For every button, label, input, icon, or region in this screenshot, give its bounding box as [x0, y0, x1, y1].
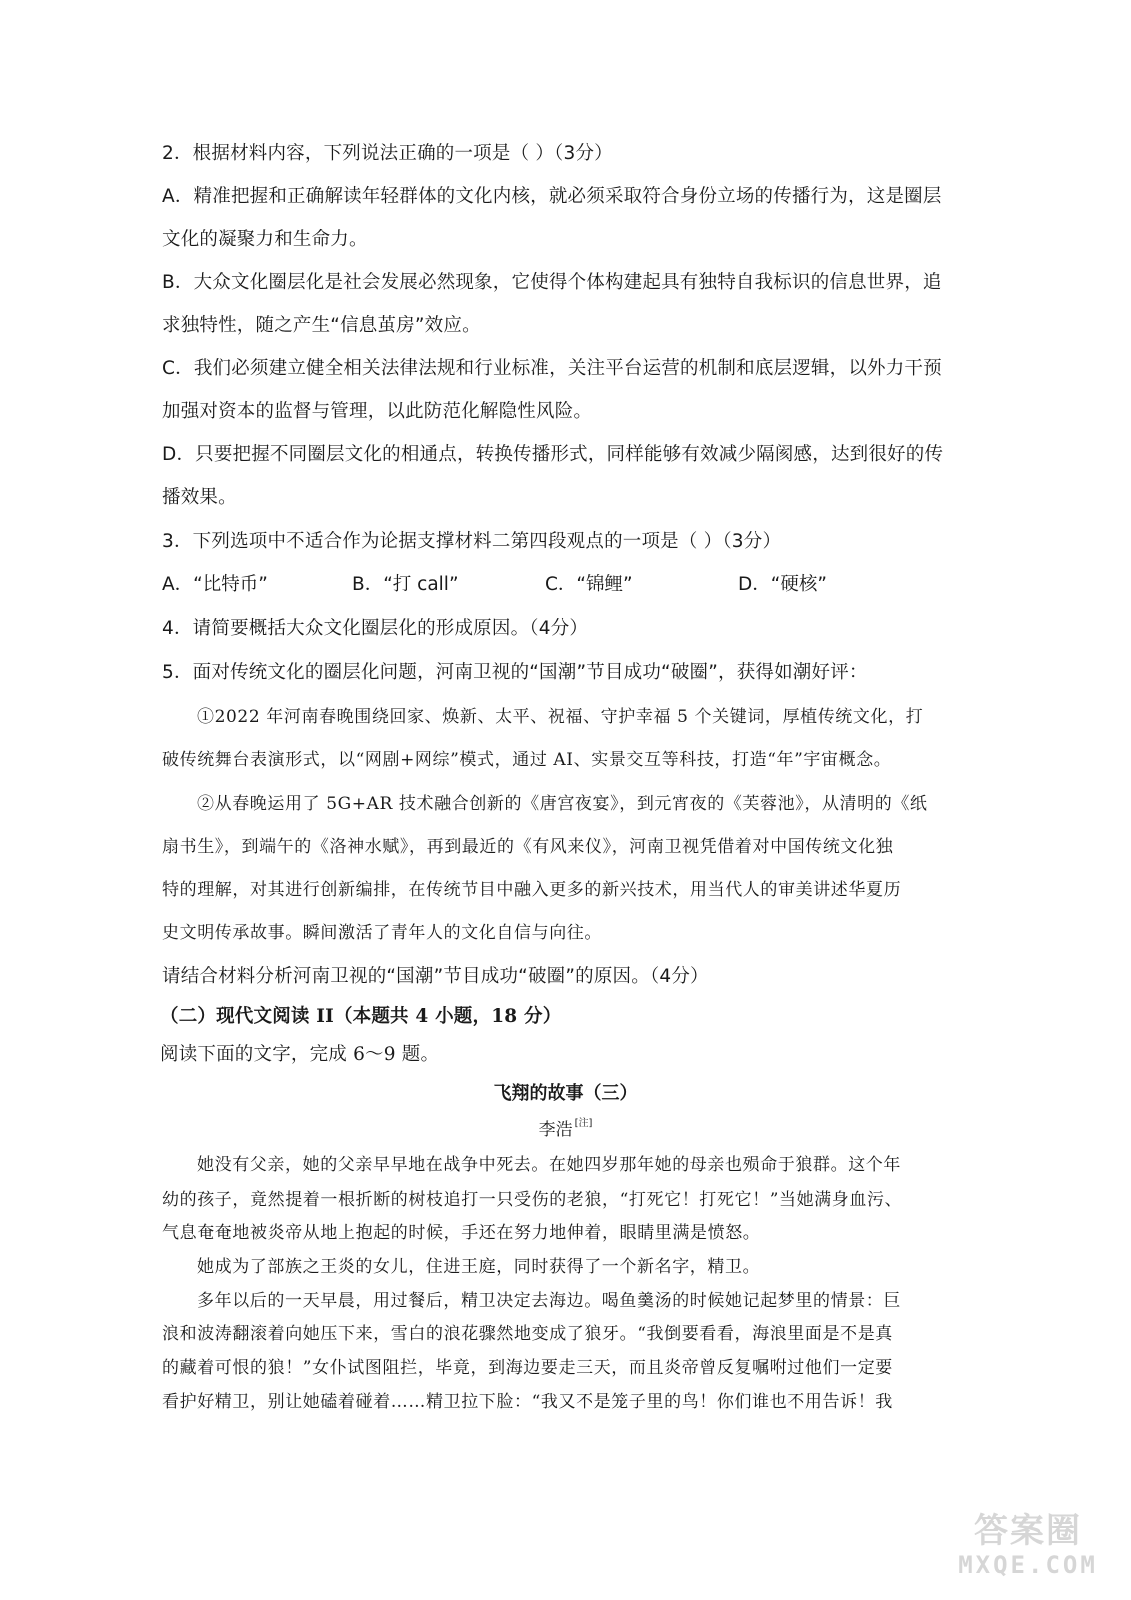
q3-option-d: D．“硬核” [738, 574, 827, 595]
q3-option-a: A．“比特币” [162, 574, 268, 595]
q5-material1-line1: ①2022 年河南春晚围绕回家、焕新、太平、祝福、守护幸福 5 个关键词，厚植传统文化，打 [197, 707, 924, 727]
author-name: 李浩 [538, 1120, 573, 1140]
story-p3-line3: 的藏着可恨的狼！”女仆试图阻拦，毕竟，到海边要走三天，而且炎帝曾反复嘱咐过他们一定要 [162, 1358, 893, 1378]
q3-stem: 3．下列选项中不适合作为论据支撑材料二第四段观点的一项是（ ）（3分） [162, 531, 782, 552]
story-p3-line1: 多年以后的一天早晨，用过餐后，精卫决定去海边。喝鱼羹汤的时候她记起梦里的情景：巨 [197, 1291, 901, 1311]
story-p1-line1: 她没有父亲，她的父亲早早地在战争中死去。在她四岁那年她的母亲也殒命于狼群。这个年 [197, 1155, 901, 1175]
q5-material2-line4: 史文明传承故事。瞬间激活了青年人的文化自信与向往。 [162, 923, 602, 943]
q2-option-b-line1: B．大众文化圈层化是社会发展必然现象，它使得个体构建起具有独特自我标识的信息世界，追 [162, 272, 942, 293]
q2-option-a-line2: 文化的凝聚力和生命力。 [162, 229, 368, 250]
story-title: 飞翔的故事（三） [493, 1083, 638, 1104]
q2-option-c-line1: C．我们必须建立健全相关法律法规和行业标准，关注平台运营的机制和底层逻辑，以外力干预 [162, 358, 942, 379]
story-p1-line2: 幼的孩子，竟然提着一根折断的树枝追打一只受伤的老狼，“打死它！打死它！”当她满身血污、 [162, 1190, 903, 1210]
q3-option-c: C．“锦鲤” [545, 574, 633, 595]
q5-material2-line1: ②从春晚运用了 5G+AR 技术融合创新的《唐宫夜宴》，到元宵夜的《芙蓉池》，从清明的《纸 [197, 794, 928, 814]
watermark-logo-text: 答案圈 [974, 1511, 1082, 1551]
q2-option-a-line1: A．精准把握和正确解读年轻群体的文化内核，就必须采取符合身份立场的传播行为，这是圈层 [162, 186, 942, 207]
story-p1-line3: 气息奄奄地被炎帝从地上抱起的时候，手还在努力地伸着，眼睛里满是愤怒。 [162, 1223, 761, 1243]
q5-ask: 请结合材料分析河南卫视的“国潮”节目成功“破圈”的原因。（4分） [162, 966, 709, 987]
watermark-url: MXQE.COM [958, 1551, 1098, 1579]
q5-material1-line2: 破传统舞台表演形式，以“网剧+网综”模式，通过 AI、实景交互等科技，打造“年”宇宙概念。 [162, 750, 892, 770]
story-p3-line2: 浪和波涛翻滚着向她压下来，雪白的浪花骤然地变成了狼牙。“我倒要看看，海浪里面是不是真 [162, 1324, 893, 1344]
story-p3-line4: 看护好精卫，别让她磕着碰着……精卫拉下脸：“我又不是笼子里的鸟！你们谁也不用告诉！我 [162, 1392, 893, 1412]
site-watermark [943, 1512, 1113, 1592]
q2-option-b-line2: 求独特性，随之产生“信息茧房”效应。 [162, 315, 481, 336]
q5-material2-line2: 扇书生》，到端午的《洛神水赋》，再到最近的《有风来仪》，河南卫视凭借着对中国传统文化独 [162, 837, 894, 857]
q2-option-d-line2: 播效果。 [162, 487, 237, 508]
author-note-mark: [注] [574, 1118, 593, 1129]
story-author [0, 1114, 1131, 1140]
story-p2-line1: 她成为了部族之王炎的女儿，住进王庭，同时获得了一个新名字，精卫。 [197, 1257, 761, 1277]
q4-stem: 4．请简要概括大众文化圈层化的形成原因。（4分） [162, 618, 589, 639]
q2-stem: 2．根据材料内容，下列说法正确的一项是（ ）（3分） [162, 143, 613, 164]
q5-stem: 5．面对传统文化的圈层化问题，河南卫视的“国潮”节目成功“破圈”，获得如潮好评： [162, 662, 868, 683]
q2-option-d-line1: D．只要把握不同圈层文化的相通点，转换传播形式，同样能够有效减少隔阂感，达到很好的传 [162, 444, 944, 465]
q3-option-b: B．“打 call” [352, 574, 459, 595]
q5-material2-line3: 特的理解，对其进行创新编排，在传统节目中融入更多的新兴技术，用当代人的审美讲述华夏历 [162, 880, 902, 900]
q2-option-c-line2: 加强对资本的监督与管理，以此防范化解隐性风险。 [162, 401, 593, 422]
section2-instruction: 阅读下面的文字，完成 6～9 题。 [160, 1044, 440, 1065]
section2-heading: （二）现代文阅读 II（本题共 4 小题，18 分） [160, 1006, 562, 1027]
